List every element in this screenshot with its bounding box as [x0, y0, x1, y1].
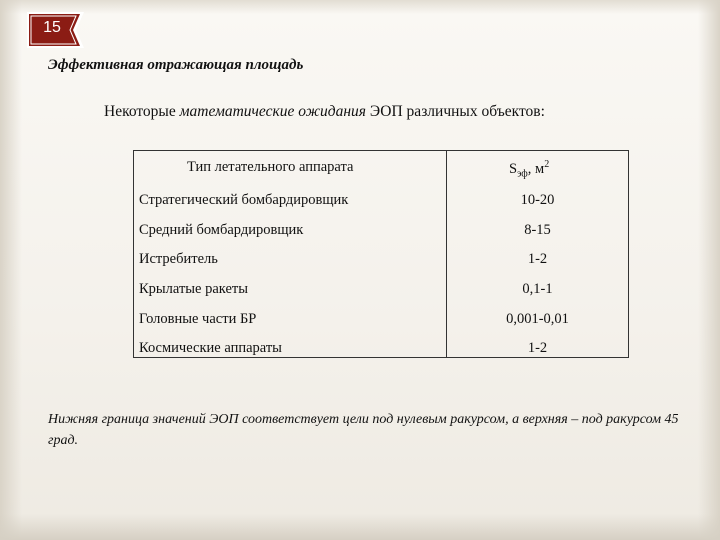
slide-title: Эффективная отражающая площадь — [48, 57, 304, 73]
row-value-cell: 1-2 — [527, 251, 548, 267]
row-value-cell: 10-20 — [520, 192, 555, 208]
table-row — [133, 304, 629, 334]
footnote: Нижняя граница значений ЭОП соответствует цели под нулевым ракурсом, а верхняя – под ракурсом 45 град. — [48, 412, 679, 448]
slide-edge-shadow-right — [698, 0, 720, 540]
subtitle — [104, 103, 545, 121]
subtitle-emphasis: математические ожидания — [179, 103, 366, 120]
slide-number: 15 — [43, 19, 61, 36]
row-type-cell: Средний бомбардировщик — [139, 222, 304, 238]
row-value-cell: 1-2 — [527, 340, 548, 356]
header-aircraft-type: Тип летательного аппарата — [187, 159, 354, 175]
header-seff-unit: , м — [527, 160, 545, 177]
row-type-cell: Истребитель — [139, 251, 218, 267]
row-value-cell: 0,1-1 — [522, 281, 553, 297]
rcs-table — [133, 150, 629, 358]
slide-edge-shadow-bottom — [0, 514, 720, 540]
subtitle-suffix: ЭОП различных объектов: — [366, 103, 545, 120]
row-type-cell: Головные части БР — [139, 311, 257, 327]
slide-edge-shadow-left — [0, 0, 22, 540]
header-seff-superscript: 2 — [544, 159, 550, 170]
row-type-cell: Космические аппараты — [139, 340, 282, 356]
row-type-cell: Стратегический бомбардировщик — [139, 192, 349, 208]
table-row — [133, 333, 629, 363]
table-row — [133, 185, 629, 215]
slide-number-badge — [26, 11, 86, 49]
table-row — [133, 274, 629, 304]
header-seff — [509, 159, 549, 180]
header-seff-subscript: эф — [517, 168, 528, 180]
row-value-cell: 0,001-0,01 — [506, 311, 569, 327]
row-type-cell: Крылатые ракеты — [139, 281, 248, 297]
header-seff-symbol: S — [509, 160, 518, 177]
table-row — [133, 215, 629, 245]
row-value-cell: 8-15 — [524, 222, 551, 238]
table-row — [133, 244, 629, 274]
subtitle-prefix: Некоторые — [104, 103, 180, 120]
slide-edge-shadow-top — [0, 0, 720, 14]
